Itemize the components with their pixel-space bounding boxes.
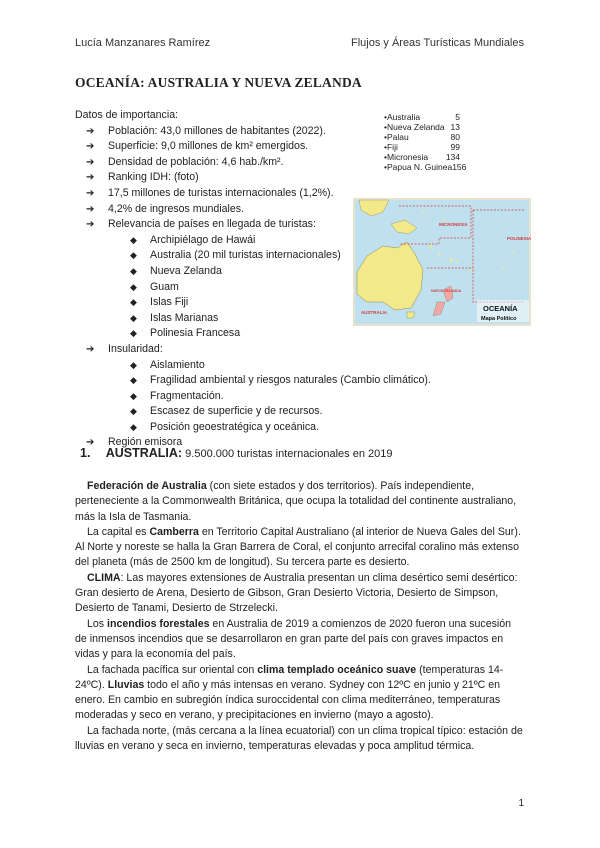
ranking-row [384, 162, 467, 172]
ranking-value: 134 [445, 152, 460, 162]
ranking-row [384, 132, 460, 142]
text-span: en Australia de 2019 a comienzos de 2020 fueron una sucesión de inmensos incendios que se desarrollaron en gran parte del país con graves impactos en vidas y para la economía del país. [75, 617, 512, 661]
island-dot [470, 269, 472, 271]
map-subtitle: Mapa Político [481, 316, 517, 322]
insularity-item: ◆ Escasez de superficie y de recursos. [75, 404, 431, 420]
paragraph [75, 571, 525, 617]
ranking-row [384, 142, 460, 152]
ranking-row [384, 152, 460, 162]
text-span: en Territorio Capital Australiano (al interior de Nueva Gales del Sur). Al Norte y noreste se halla la Gran Barrera de Coral, el conjunto arrecifal coralino más extenso del planeta (más de 2500 km de longitud). Su tercera parte es desierto. [75, 525, 521, 569]
paragraph [75, 525, 525, 571]
insularity-item: ◆ Aislamiento [75, 358, 431, 374]
text-span: (con siete estados y dos territorios). País independiente, perteneciente a la Commonwealth Británica, que ocupa la totalidad del continente australiano, más la Isla de Tasmania. [75, 480, 517, 523]
bold-span: clima templado oceánico suave [257, 663, 417, 676]
relevance-item: ◆ Islas Fiji [75, 295, 431, 311]
section-heading-australia [80, 446, 393, 460]
ranking-row [384, 122, 460, 132]
bold-span: Lluvias [107, 678, 145, 691]
text-span: : Las mayores extensiones de Australia presentan un clima desértico semi desértico: Gran desierto de Arena, Desierto de Gibson, Gran Desierto Victoria, Desierto de Simpson, Desierto de Tanami, Desierto de Strzelecki. [75, 571, 518, 615]
bold-span: Camberra [149, 525, 199, 538]
insularity-item: ◆ Fragmentación. [75, 389, 431, 405]
fact-item: ➔ Ranking IDH: (foto) [75, 170, 431, 186]
bold-span: Federación de Australia [87, 480, 207, 492]
fact-item: ➔ Relevancia de países en llegada de turistas: [75, 217, 431, 233]
ranking-value: 5 [455, 112, 460, 122]
text-span: La fachada norte, (más cercana a la línea ecuatorial) con un clima tropical típico: estación de lluvias en verano y seca en invierno, temperaturas elevadas y poca amplitud térmica. [75, 724, 523, 753]
paragraph [75, 479, 525, 525]
relevance-item: ◆ Polinesia Francesa [75, 326, 431, 342]
map-label-polinesia: POLINESIA [507, 236, 531, 241]
map-title: OCEANÍA [483, 304, 518, 313]
island-dot [456, 261, 458, 263]
relevance-item: ◆ Australia (20 mil turistas internacionales) [75, 248, 431, 264]
paragraph [75, 617, 525, 663]
text-span: La fachada pacífica sur oriental con [87, 663, 258, 676]
idh-ranking-list [384, 112, 467, 172]
bold-span: CLIMA [87, 571, 121, 584]
fact-item: ➔ 17,5 millones de turistas internacionales (1,2%). [75, 186, 431, 202]
fact-item: ➔ Superficie: 9,0 millones de km² emergidos. [75, 139, 431, 155]
emitter-item: ➔ Región emisora [75, 435, 431, 451]
island-dot [512, 251, 514, 253]
header-author: Lucía Manzanares Ramírez [75, 37, 211, 49]
ranking-row [384, 112, 460, 122]
section-number: 1. [80, 446, 91, 460]
island-dot [502, 267, 504, 269]
insularity-item: ◆ Posición geoestratégica y oceánica. [75, 420, 431, 436]
ranking-country: • Fiji [384, 142, 398, 152]
body-text [75, 479, 525, 754]
island-dot [442, 219, 444, 221]
text-span: todo el año y más intensas en verano. Sydney con 12ºC en junio y 21ºC en enero. En cambio en subregión índica suroccidental con clima mediterráneo, temperaturas moderadas y seco en verano, y precipitaciones en invierno (mayo a agosto). [75, 678, 501, 722]
ranking-country: • Micronesia [384, 152, 428, 162]
ranking-value: 80 [450, 132, 460, 142]
paragraph [75, 724, 525, 755]
relevance-item: ◆ Islas Marianas [75, 311, 431, 327]
bold-span: incendios forestales [107, 617, 210, 630]
fact-item: ➔ Densidad de población: 4,6 hab./km². [75, 155, 431, 171]
insularity-item: ◆ Fragilidad ambiental y riesgos naturales (Cambio climático). [75, 373, 431, 389]
text-span: Los [87, 617, 108, 630]
ranking-country: • Palau [384, 132, 409, 142]
ranking-country: • Papua N. Guinea [384, 162, 452, 172]
fact-item: ➔ 4,2% de ingresos mundiales. [75, 202, 431, 218]
island-dot [484, 255, 486, 257]
ranking-value: 99 [450, 142, 460, 152]
ranking-value: 156 [452, 162, 467, 172]
header-course: Flujos y Áreas Turísticas Mundiales [350, 37, 524, 49]
ranking-country: • Australia [384, 112, 420, 122]
page-title: OCEANÍA: AUSTRALIA Y NUEVA ZELANDA [75, 75, 362, 90]
island-dot [438, 253, 440, 255]
intro-label: Datos de importancia: [75, 109, 179, 121]
section-subtitle: 9.500.000 turistas internacionales en 2019 [185, 448, 393, 460]
relevance-item: ◆ Archipiélago de Hawái [75, 233, 431, 249]
island-dot [450, 259, 453, 262]
relevance-item: ◆ Guam [75, 280, 431, 296]
paragraph [75, 663, 525, 724]
fact-item: ➔ Población: 43,0 millones de habitantes (2022). [75, 124, 431, 140]
relevance-item: ◆ Nueva Zelanda [75, 264, 431, 280]
ranking-country: • Nueva Zelanda [384, 122, 445, 132]
page-number: 1 [518, 798, 524, 809]
island-dot [422, 211, 424, 213]
map-label-nz: NUEVA ZELANDA [431, 289, 462, 293]
section-name: AUSTRALIA: [105, 446, 183, 460]
text-span: La capital es [87, 525, 150, 538]
map-label-australia: AUSTRALIA [361, 310, 387, 315]
text-span: (temperaturas 14-24ºC). [75, 663, 504, 691]
ranking-value: 13 [450, 122, 460, 132]
insularity-label: ➔ Insularidad: [75, 342, 431, 358]
island-dot [430, 245, 433, 248]
oceania-map [353, 198, 531, 326]
map-label-micronesia: MICRONESIA [439, 222, 468, 227]
